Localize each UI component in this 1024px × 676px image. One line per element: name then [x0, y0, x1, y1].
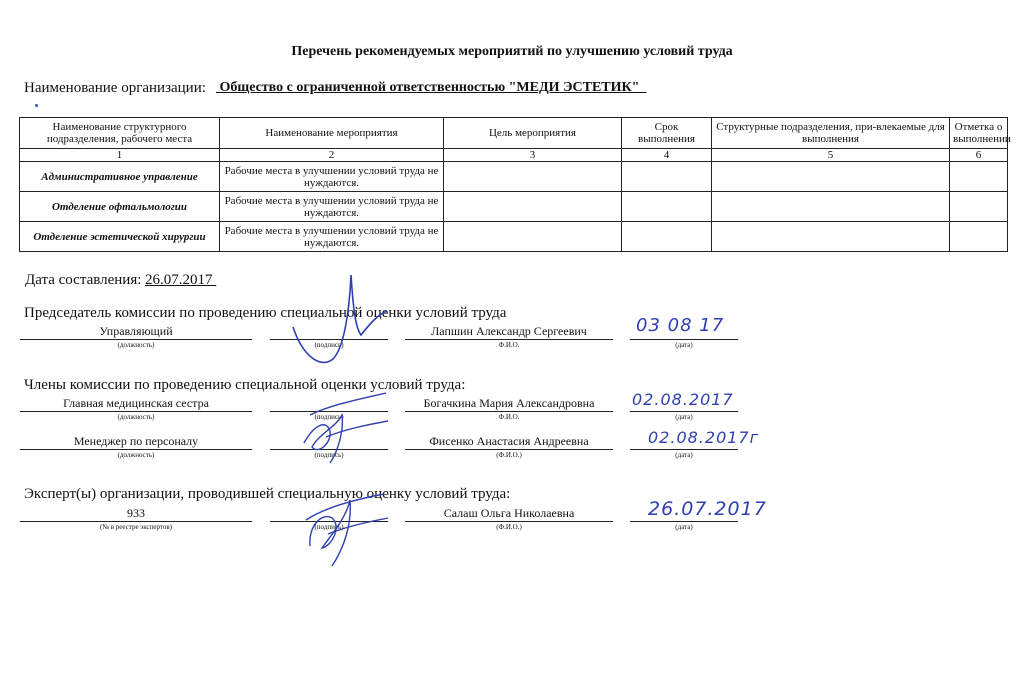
fio-caption: Ф.И.О. [498, 341, 520, 349]
table-header-row [20, 118, 1008, 149]
column-number: 1 [20, 149, 220, 162]
empty-cell [950, 222, 1008, 252]
expert-signature [288, 476, 398, 571]
empty-cell [622, 192, 712, 222]
date-caption: (дата) [675, 341, 693, 349]
column-header: Структурные подразделения, при-влекаемые для выполнения [712, 118, 950, 149]
position-caption: (должность) [117, 341, 155, 349]
chairman-name: Лапшин Александр Сергеевич [405, 324, 613, 340]
compiled-date-label: Дата составления: [25, 272, 142, 288]
department-cell: Отделение офтальмологии [20, 192, 220, 222]
document-title: Перечень рекомендуемых мероприятий по улучшению условий труда [291, 44, 733, 59]
table-row [20, 222, 1008, 252]
member-name: Богачкина Мария Александровна [405, 396, 613, 412]
signature-caption: (подпись) [314, 413, 344, 421]
expert-name: Салаш Ольга Николаевна [405, 506, 613, 522]
empty-cell [444, 222, 622, 252]
member-position: Менеджер по персоналу [20, 434, 252, 450]
expert-registry-number: 933 [20, 506, 252, 522]
department-cell: Отделение эстетической хирургии [20, 222, 220, 252]
expert-handwritten-date: 26.07.2017 [648, 498, 767, 520]
empty-cell [444, 192, 622, 222]
table-row [20, 162, 1008, 192]
empty-cell [712, 192, 950, 222]
column-number-row [20, 149, 1008, 162]
column-number: 4 [622, 149, 712, 162]
member-handwritten-date: 02.08.2017г [648, 428, 760, 447]
date-caption: (дата) [675, 451, 693, 459]
column-header: Срок выполнения [622, 118, 712, 149]
member-position: Главная медицинская сестра [20, 396, 252, 412]
table-row [20, 192, 1008, 222]
empty-cell [712, 222, 950, 252]
empty-cell [622, 222, 712, 252]
member-name: Фисенко Анастасия Андреевна [405, 434, 613, 450]
column-header: Наименование мероприятия [220, 118, 444, 149]
signature-caption: (подпись) [314, 341, 344, 349]
column-header: Цель мероприятия [444, 118, 622, 149]
members-heading: Члены комиссии по проведению специальной оценки условий труда: [24, 377, 466, 393]
column-number: 2 [220, 149, 444, 162]
registry-caption: (№ в реестре экспертов) [99, 523, 172, 531]
chairman-heading: Председатель комиссии по проведению специальной оценки условий труда [24, 305, 507, 321]
ink-dot [35, 104, 38, 107]
date-caption: (дата) [675, 413, 693, 421]
empty-cell [444, 162, 622, 192]
organization-name: Общество с ограниченной ответственностью "МЕДИ ЭСТЕТИК" [219, 80, 640, 95]
empty-cell [950, 192, 1008, 222]
empty-cell [950, 162, 1008, 192]
signature-caption: (подпись) [314, 523, 344, 531]
measures-table [19, 117, 1011, 252]
position-caption: (должность) [117, 451, 155, 459]
measure-cell: Рабочие места в улучшении условий труда не нуждаются. [220, 192, 444, 222]
compiled-date: 26.07.2017 [145, 272, 213, 288]
member-signature [290, 385, 400, 470]
fio-caption: Ф.И.О. [498, 413, 520, 421]
measure-cell: Рабочие места в улучшении условий труда не нуждаются. [220, 162, 444, 192]
column-number: 3 [444, 149, 622, 162]
signature-caption: (подпись) [314, 451, 344, 459]
chairman-position: Управляющий [20, 324, 252, 340]
member-handwritten-date: 02.08.2017 [632, 390, 734, 409]
column-number: 6 [950, 149, 1008, 162]
fio-caption: (Ф.И.О.) [496, 451, 522, 459]
chairman-handwritten-date: 03 08 17 [636, 315, 725, 336]
date-caption: (дата) [675, 523, 693, 531]
column-header: Наименование структурного подразделения, рабочего места [20, 118, 220, 149]
position-caption: (должность) [117, 413, 155, 421]
chairman-signature [285, 265, 395, 375]
column-number: 5 [712, 149, 950, 162]
fio-caption: (Ф.И.О.) [496, 523, 522, 531]
organization-label: Наименование организации: [24, 80, 206, 96]
department-cell: Административное управление [20, 162, 220, 192]
empty-cell [622, 162, 712, 192]
empty-cell [712, 162, 950, 192]
column-header: Отметка о выполнении [950, 118, 1008, 149]
expert-heading: Эксперт(ы) организации, проводившей специальную оценку условий труда: [24, 486, 511, 502]
measure-cell: Рабочие места в улучшении условий труда не нуждаются. [220, 222, 444, 252]
